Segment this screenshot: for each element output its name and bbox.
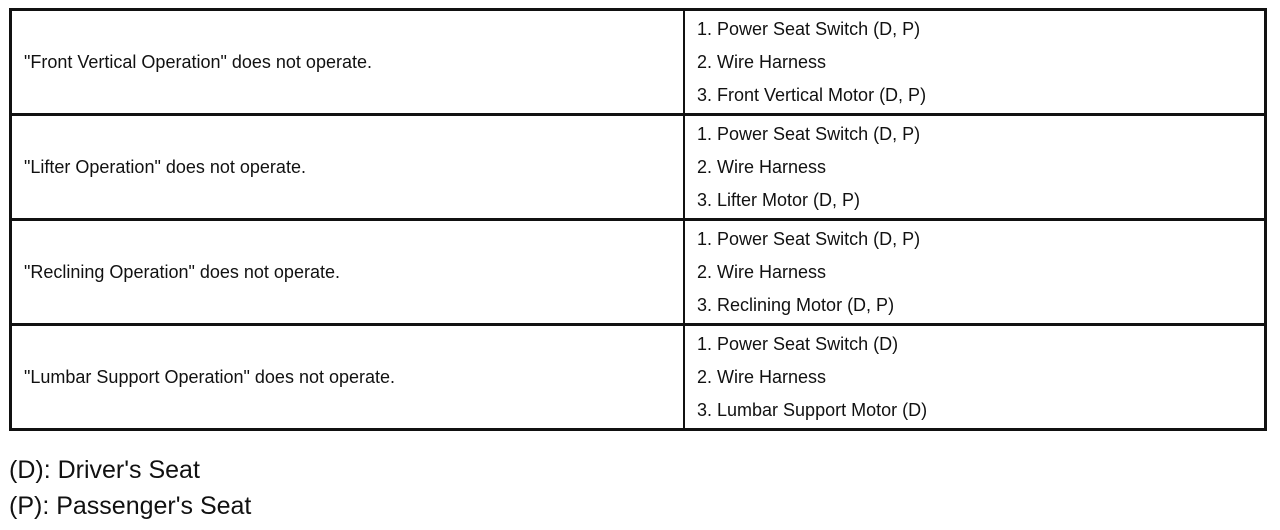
troubleshooting-table <box>9 8 1267 431</box>
table-row <box>11 220 1266 325</box>
table-row <box>11 325 1266 430</box>
cause-item: 2. Wire Harness <box>697 261 827 282</box>
legend-passenger: (P): Passenger's Seat <box>9 492 252 520</box>
cause-item: 2. Wire Harness <box>697 156 827 177</box>
cause-item: 3. Front Vertical Motor (D, P) <box>697 84 927 105</box>
cause-list <box>697 223 1264 322</box>
symptom-cell: "Reclining Operation" does not operate. <box>11 220 685 325</box>
causes-cell <box>684 220 1266 325</box>
symptom-cell: "Lifter Operation" does not operate. <box>11 115 685 220</box>
cause-list <box>697 13 1264 112</box>
cause-item: 2. Wire Harness <box>697 366 827 387</box>
troubleshooting-table-container <box>9 8 1267 431</box>
cause-item: 3. Lifter Motor (D, P) <box>697 189 861 210</box>
cause-item: 3. Reclining Motor (D, P) <box>697 294 895 315</box>
table-row <box>11 115 1266 220</box>
cause-item: 1. Power Seat Switch (D) <box>697 333 899 354</box>
causes-cell <box>684 10 1266 115</box>
legend-driver: (D): Driver's Seat <box>9 456 200 484</box>
cause-item: 1. Power Seat Switch (D, P) <box>697 123 921 144</box>
causes-cell <box>684 115 1266 220</box>
symptom-cell: "Front Vertical Operation" does not operate. <box>11 10 685 115</box>
causes-cell <box>684 325 1266 430</box>
cause-list <box>697 328 1264 427</box>
cause-list <box>697 118 1264 217</box>
table-row <box>11 10 1266 115</box>
legend <box>9 452 251 524</box>
symptom-cell: "Lumbar Support Operation" does not operate. <box>11 325 685 430</box>
cause-item: 1. Power Seat Switch (D, P) <box>697 18 921 39</box>
cause-item: 3. Lumbar Support Motor (D) <box>697 399 928 420</box>
cause-item: 2. Wire Harness <box>697 51 827 72</box>
cause-item: 1. Power Seat Switch (D, P) <box>697 228 921 249</box>
